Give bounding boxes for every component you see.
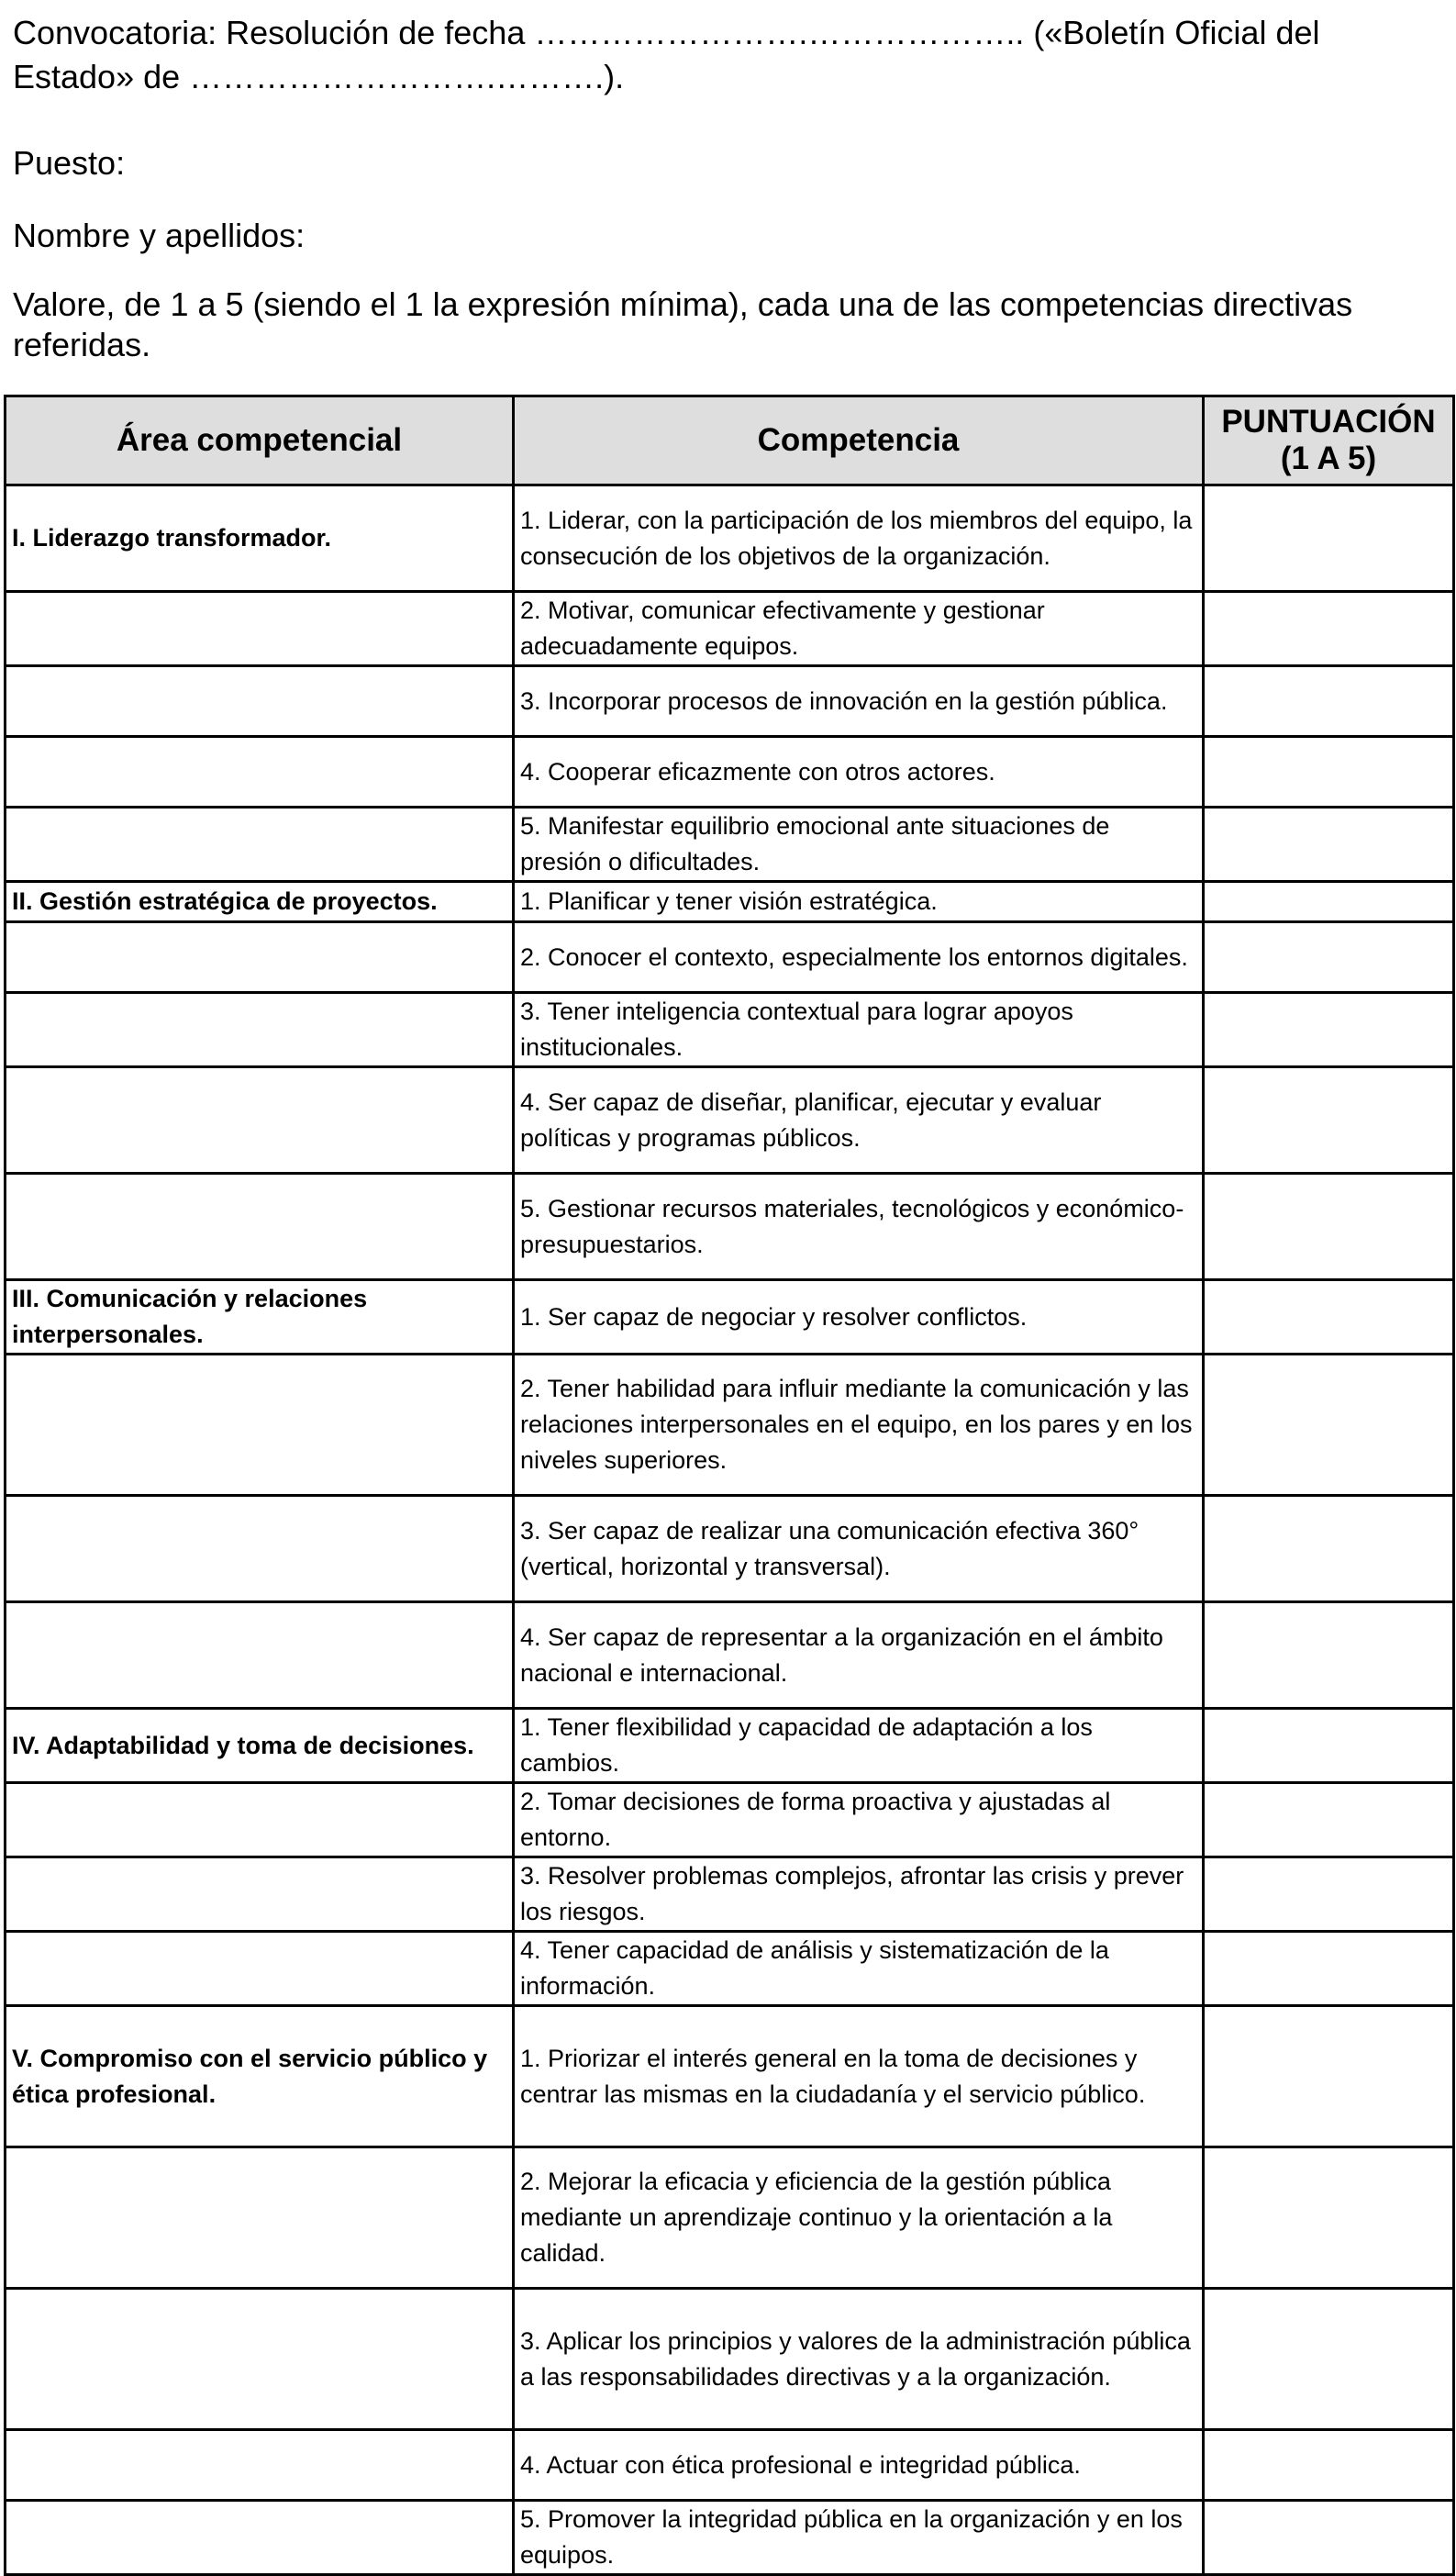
area-cell [6, 1602, 514, 1709]
competencia-cell: 1. Tener flexibilidad y capacidad de adaptación a los cambios. [514, 1709, 1204, 1783]
nombre-label: Nombre y apellidos: [13, 217, 306, 254]
puntuacion-cell[interactable] [1204, 1280, 1454, 1355]
competencia-cell: 4. Cooperar eficazmente con otros actores. [514, 737, 1204, 808]
table-row [6, 808, 1454, 882]
area-cell: II. Gestión estratégica de proyectos. [6, 882, 514, 922]
competencia-cell: 1. Planificar y tener visión estratégica. [514, 882, 1204, 922]
competencia-cell: 3. Aplicar los principios y valores de la administración pública a las responsabilidades directivas y a la organización. [514, 2289, 1204, 2430]
table-row [6, 2006, 1454, 2147]
competencia-cell: 2. Mejorar la eficacia y eficiencia de la gestión pública mediante un aprendizaje continuo y la orientación a la calidad. [514, 2147, 1204, 2289]
area-cell [6, 1783, 514, 1857]
puntuacion-cell[interactable] [1204, 485, 1454, 592]
table-row [6, 737, 1454, 808]
puntuacion-cell[interactable] [1204, 737, 1454, 808]
table-row [6, 2289, 1454, 2430]
area-cell [6, 1496, 514, 1602]
table-body [6, 485, 1454, 2575]
puntuacion-cell[interactable] [1204, 666, 1454, 737]
puntuacion-cell[interactable] [1204, 1709, 1454, 1783]
area-cell [6, 922, 514, 993]
table-row [6, 922, 1454, 993]
area-cell [6, 2147, 514, 2289]
area-cell: I. Liderazgo transformador. [6, 485, 514, 592]
area-cell [6, 737, 514, 808]
table-row [6, 1174, 1454, 1280]
puntuacion-cell[interactable] [1204, 1783, 1454, 1857]
competencia-cell: 4. Actuar con ética profesional e integridad pública. [514, 2430, 1204, 2501]
competencia-cell: 5. Gestionar recursos materiales, tecnológicos y económico-presupuestarios. [514, 1174, 1204, 1280]
area-cell [6, 808, 514, 882]
competencia-cell: 4. Tener capacidad de análisis y sistematización de la información. [514, 1932, 1204, 2006]
puntuacion-cell[interactable] [1204, 1857, 1454, 1932]
competencia-cell: 2. Conocer el contexto, especialmente los entornos digitales. [514, 922, 1204, 993]
competencia-cell: 4. Ser capaz de representar a la organización en el ámbito nacional e internacional. [514, 1602, 1204, 1709]
puntuacion-cell[interactable] [1204, 2147, 1454, 2289]
table-row [6, 2147, 1454, 2289]
puntuacion-cell[interactable] [1204, 1932, 1454, 2006]
area-cell [6, 2430, 514, 2501]
table-row [6, 485, 1454, 592]
table-row [6, 2501, 1454, 2575]
puntuacion-cell[interactable] [1204, 1496, 1454, 1602]
puntuacion-cell[interactable] [1204, 922, 1454, 993]
area-cell [6, 592, 514, 666]
competencia-cell: 3. Incorporar procesos de innovación en la gestión pública. [514, 666, 1204, 737]
competencia-cell: 3. Resolver problemas complejos, afrontar las crisis y prever los riesgos. [514, 1857, 1204, 1932]
competencia-cell: 3. Ser capaz de realizar una comunicación efectiva 360° (vertical, horizontal y transversal). [514, 1496, 1204, 1602]
area-cell [6, 1932, 514, 2006]
table-row [6, 1709, 1454, 1783]
puntuacion-cell[interactable] [1204, 1355, 1454, 1496]
area-cell: III. Comunicación y relaciones interpersonales. [6, 1280, 514, 1355]
competencia-cell: 1. Liderar, con la participación de los miembros del equipo, la consecución de los objetivos de la organización. [514, 485, 1204, 592]
table-row [6, 1602, 1454, 1709]
table-row [6, 592, 1454, 666]
table-row [6, 1783, 1454, 1857]
header-area: Área competencial [6, 396, 514, 485]
puntuacion-cell[interactable] [1204, 808, 1454, 882]
area-cell [6, 2501, 514, 2575]
puntuacion-cell[interactable] [1204, 2289, 1454, 2430]
table-row [6, 1355, 1454, 1496]
area-cell: IV. Adaptabilidad y toma de decisiones. [6, 1709, 514, 1783]
table-row [6, 1932, 1454, 2006]
table-row [6, 1280, 1454, 1355]
area-cell [6, 1174, 514, 1280]
competencia-cell: 1. Ser capaz de negociar y resolver conflictos. [514, 1280, 1204, 1355]
puntuacion-cell[interactable] [1204, 993, 1454, 1067]
puesto-label: Puesto: [13, 144, 126, 182]
instructions-text: Valore, de 1 a 5 (siendo el 1 la expresión mínima), cada una de las competencias directivas referidas. [13, 285, 1353, 363]
table-row [6, 993, 1454, 1067]
table-row [6, 1067, 1454, 1174]
table-row [6, 1857, 1454, 1932]
competencia-cell: 2. Motivar, comunicar efectivamente y gestionar adecuadamente equipos. [514, 592, 1204, 666]
competencia-cell: 2. Tomar decisiones de forma proactiva y ajustadas al entorno. [514, 1783, 1204, 1857]
table-row [6, 882, 1454, 922]
puntuacion-cell[interactable] [1204, 2501, 1454, 2575]
area-cell [6, 2289, 514, 2430]
competencia-cell: 3. Tener inteligencia contextual para lograr apoyos institucionales. [514, 993, 1204, 1067]
puntuacion-cell[interactable] [1204, 882, 1454, 922]
area-cell [6, 1857, 514, 1932]
puntuacion-cell[interactable] [1204, 1602, 1454, 1709]
area-cell [6, 1355, 514, 1496]
competencia-cell: 4. Ser capaz de diseñar, planificar, ejecutar y evaluar políticas y programas públicos. [514, 1067, 1204, 1174]
convocatoria-text: Convocatoria: Resolución de fecha …………………….……………….. («Boletín Oficial del Estado» de ……………………….……….). [13, 14, 1320, 95]
competencia-cell: 5. Manifestar equilibrio emocional ante situaciones de presión o dificultades. [514, 808, 1204, 882]
area-cell [6, 1067, 514, 1174]
area-cell [6, 993, 514, 1067]
competencies-table [4, 395, 1455, 2576]
puntuacion-cell[interactable] [1204, 1174, 1454, 1280]
puntuacion-cell[interactable] [1204, 2006, 1454, 2147]
area-cell [6, 666, 514, 737]
puntuacion-cell[interactable] [1204, 1067, 1454, 1174]
table-header-row [6, 396, 1454, 485]
table-row [6, 1496, 1454, 1602]
puntuacion-cell[interactable] [1204, 2430, 1454, 2501]
header-competencia: Competencia [514, 396, 1204, 485]
competencia-cell: 1. Priorizar el interés general en la toma de decisiones y centrar las mismas en la ciudadanía y el servicio público. [514, 2006, 1204, 2147]
table-row [6, 666, 1454, 737]
puntuacion-cell[interactable] [1204, 592, 1454, 666]
table-row [6, 2430, 1454, 2501]
competencia-cell: 2. Tener habilidad para influir mediante la comunicación y las relaciones interpersonales en el equipo, en los pares y en los niveles superiores. [514, 1355, 1204, 1496]
competencia-cell: 5. Promover la integridad pública en la organización y en los equipos. [514, 2501, 1204, 2575]
header-puntuacion: PUNTUACIÓN (1 A 5) [1204, 396, 1454, 485]
area-cell: V. Compromiso con el servicio público y ética profesional. [6, 2006, 514, 2147]
